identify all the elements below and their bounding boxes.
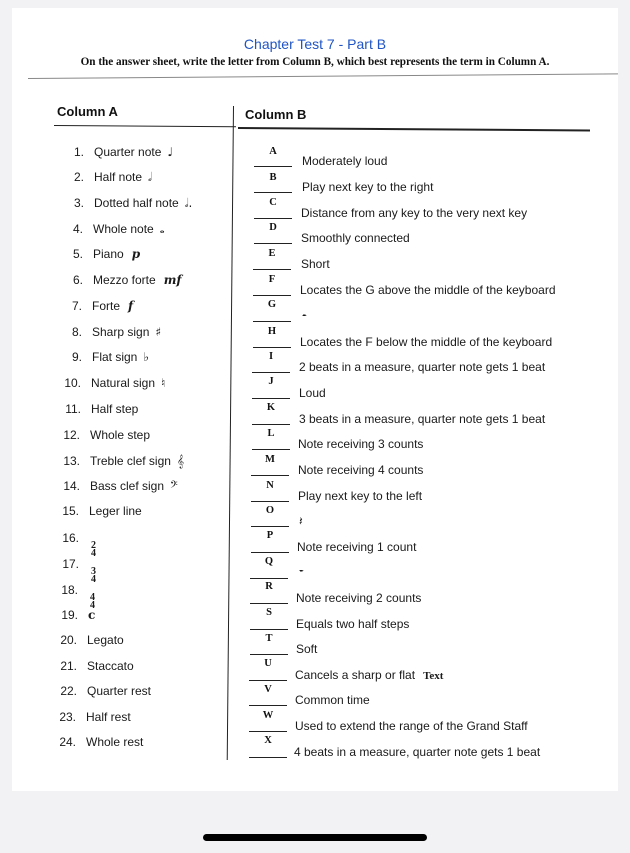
- definition: [301, 231, 410, 245]
- answer-blank[interactable]: [254, 243, 292, 244]
- column-a-item: [49, 531, 96, 558]
- music-symbol-icon: 𝅗𝅥.: [184, 196, 193, 210]
- item-number: 13.: [63, 454, 80, 468]
- definition-text: Note receiving 1 count: [297, 540, 417, 554]
- definition: [299, 360, 545, 374]
- definition-text: Note receiving 2 counts: [296, 591, 422, 605]
- column-a-item: [46, 710, 131, 724]
- column-a-rule: [54, 125, 236, 128]
- time-signature-top: 4: [90, 592, 95, 603]
- term: Whole step: [90, 428, 151, 442]
- column-a-item: [53, 247, 140, 261]
- instructions: On the answer sheet, write the letter from Column B, which best represents the term in Column A.: [80, 56, 550, 68]
- term: Flat sign: [92, 350, 138, 364]
- definition-text: Play next key to the left: [298, 489, 423, 503]
- answer-blank[interactable]: [254, 192, 292, 193]
- definition-text: Play next key to the right: [302, 180, 434, 194]
- answer-blank[interactable]: [253, 321, 291, 322]
- definition: [296, 591, 421, 605]
- answer-letter: P: [266, 530, 274, 541]
- answer-blank[interactable]: [253, 295, 291, 296]
- item-number: 6.: [72, 273, 83, 287]
- answer-letter: B: [269, 172, 277, 183]
- column-a-item: [48, 583, 95, 610]
- music-symbol-icon: ♭: [143, 350, 150, 364]
- column-divider: [227, 106, 235, 760]
- music-symbol-icon: 𝅝: [159, 222, 165, 236]
- answer-letter: I: [268, 351, 274, 362]
- definition-text: Cancels a sharp or flat: [295, 668, 416, 682]
- item-number: 9.: [71, 350, 82, 364]
- definition: [299, 386, 326, 400]
- column-a-item: [51, 402, 138, 416]
- definition-text: Distance from any key to the very next key: [301, 206, 528, 220]
- column-a-item: [46, 735, 143, 749]
- divider: [28, 73, 618, 79]
- definition: [296, 642, 317, 656]
- answer-letter: H: [267, 326, 277, 337]
- answer-letter: U: [264, 658, 272, 669]
- answer-blank[interactable]: [252, 398, 290, 399]
- definition: [296, 617, 409, 631]
- term: Sharp sign: [92, 325, 150, 339]
- answer-blank[interactable]: [249, 705, 287, 706]
- column-a-item: [54, 170, 152, 185]
- answer-blank[interactable]: [249, 731, 287, 732]
- answer-blank[interactable]: [252, 449, 290, 450]
- column-a-item: [48, 608, 95, 622]
- music-symbol-icon: ♯: [155, 325, 162, 339]
- column-a-item: [54, 145, 173, 159]
- term: Bass clef sign: [90, 479, 165, 493]
- definition: [300, 283, 556, 297]
- term: Half step: [91, 402, 139, 416]
- term: Forte: [92, 299, 121, 313]
- term: Legato: [87, 633, 124, 647]
- time-signature: [91, 542, 96, 558]
- definition: [295, 693, 370, 707]
- item-number: 22.: [60, 684, 77, 698]
- term: Half rest: [86, 710, 131, 724]
- answer-blank[interactable]: [250, 654, 288, 655]
- definition-text: 3 beats in a measure, quarter note gets 1 beat: [299, 412, 546, 426]
- page-title: Chapter Test 7 - Part B: [243, 36, 387, 52]
- definition: [300, 309, 307, 324]
- answer-letter: W: [262, 710, 274, 721]
- definition: [295, 719, 528, 733]
- item-number: 23.: [59, 710, 76, 724]
- definition: [298, 437, 423, 451]
- answer-letter: D: [269, 222, 277, 233]
- music-symbol-icon: ♩: [167, 145, 174, 159]
- definition: [301, 257, 330, 271]
- rest-symbol-icon: 𝄽: [299, 514, 303, 528]
- item-number: 12.: [63, 428, 80, 442]
- home-indicator[interactable]: [203, 834, 427, 841]
- definition-text: 4 beats in a measure, quarter note gets 1 beat: [294, 745, 541, 759]
- term: Mezzo forte: [93, 273, 156, 287]
- item-number: 1.: [73, 145, 84, 159]
- definition: [297, 514, 303, 529]
- definition: [302, 154, 387, 168]
- column-a-header: Column A: [57, 104, 118, 119]
- column-a-item: [47, 633, 124, 647]
- definition: [298, 489, 422, 503]
- music-symbol-icon: 𝄞: [176, 454, 185, 468]
- definition: [301, 206, 527, 220]
- definition-text: Soft: [296, 642, 318, 656]
- answer-blank[interactable]: [252, 424, 290, 425]
- item-number: 14.: [63, 479, 80, 493]
- definition-text: Common time: [295, 693, 370, 707]
- item-number: 19.: [61, 608, 78, 622]
- definition: [297, 566, 304, 581]
- answer-letter: Q: [264, 556, 274, 567]
- column-a-item: [49, 557, 96, 584]
- music-symbol-icon: mf: [163, 273, 182, 287]
- definition-text: Smoothly connected: [301, 231, 410, 245]
- music-symbol-icon: c: [88, 608, 96, 622]
- column-a-item: [50, 479, 178, 494]
- item-number: 3.: [73, 196, 84, 210]
- answer-blank[interactable]: [249, 757, 287, 758]
- definition-text: Equals two half steps: [296, 617, 410, 631]
- column-a-item: [53, 273, 182, 287]
- item-number: 20.: [60, 633, 77, 647]
- item-number: 8.: [71, 325, 82, 339]
- column-a-item: [50, 428, 150, 442]
- rest-symbol-icon: 𝄻: [299, 566, 304, 580]
- time-signature-top: 3: [91, 566, 96, 577]
- term: Half note: [94, 170, 143, 184]
- music-symbol-icon: 𝄢: [170, 479, 178, 493]
- term: Treble clef sign: [90, 454, 171, 468]
- answer-letter: M: [265, 454, 275, 465]
- definition-text: Locates the G above the middle of the keyboard: [300, 283, 556, 297]
- definition-text: Used to extend the range of the Grand Staff: [295, 719, 528, 733]
- term: Whole rest: [86, 735, 144, 749]
- item-number: 16.: [62, 531, 79, 545]
- answer-blank[interactable]: [250, 629, 288, 630]
- time-signature-bottom: 4: [90, 600, 95, 611]
- answer-letter: V: [264, 684, 272, 695]
- answer-blank[interactable]: [250, 578, 288, 579]
- answer-blank[interactable]: [251, 501, 289, 502]
- item-number: 2.: [73, 170, 84, 184]
- term: Staccato: [87, 659, 134, 673]
- term: Quarter rest: [87, 684, 152, 698]
- answer-blank[interactable]: [253, 347, 291, 348]
- answer-blank[interactable]: [254, 218, 292, 219]
- definition-text: 2 beats in a measure, quarter note gets 1 beat: [299, 360, 546, 374]
- column-a-item: [52, 299, 133, 313]
- column-a-item: [51, 376, 165, 390]
- answer-letter: N: [266, 480, 274, 491]
- time-signature-top: 2: [91, 540, 96, 551]
- definition-text: Short: [301, 257, 330, 271]
- answer-letter: J: [268, 376, 274, 387]
- item-number: 21.: [60, 659, 77, 673]
- item-number: 5.: [72, 247, 83, 261]
- music-symbol-icon: p: [131, 247, 141, 261]
- music-symbol-icon: f: [128, 299, 134, 313]
- answer-blank[interactable]: [251, 475, 289, 476]
- item-number: 11.: [65, 402, 81, 416]
- item-number: 18.: [61, 583, 78, 597]
- column-a-item: [54, 196, 192, 211]
- column-a-item: [49, 504, 142, 518]
- column-b-header: Column B: [245, 107, 307, 122]
- item-number: 15.: [62, 504, 79, 518]
- term: Whole note: [93, 222, 154, 236]
- column-a-item: [47, 659, 134, 673]
- term: Leger line: [89, 504, 142, 518]
- answer-letter: K: [266, 402, 276, 413]
- item-number: 7.: [71, 299, 82, 313]
- answer-blank[interactable]: [250, 603, 288, 604]
- answer-blank[interactable]: [253, 269, 291, 270]
- definition-text: Note receiving 3 counts: [298, 437, 424, 451]
- definition: [300, 335, 552, 349]
- answer-blank[interactable]: [251, 552, 289, 553]
- answer-letter: F: [268, 274, 276, 285]
- item-number: 10.: [64, 376, 81, 390]
- definition: [302, 180, 433, 194]
- column-a-item: [52, 325, 161, 339]
- definition-text: Locates the F below the middle of the keyboard: [300, 335, 553, 349]
- definition-text: Note receiving 4 counts: [298, 463, 424, 477]
- answer-blank[interactable]: [254, 166, 292, 167]
- answer-letter: C: [269, 197, 277, 208]
- rest-symbol-icon: 𝄼: [302, 309, 307, 323]
- answer-letter: T: [265, 633, 273, 644]
- definition: [297, 540, 416, 554]
- item-number: 17.: [62, 557, 79, 571]
- answer-blank[interactable]: [252, 372, 290, 373]
- column-a-item: [50, 454, 184, 469]
- term: Piano: [93, 247, 124, 261]
- text-tag: Text: [423, 670, 444, 682]
- item-number: 24.: [59, 735, 76, 749]
- definition: [295, 668, 443, 682]
- definition: [299, 412, 545, 426]
- term: Dotted half note: [94, 196, 179, 210]
- music-symbol-icon: ♮: [161, 376, 166, 390]
- test-sheet: [12, 8, 618, 791]
- column-b-rule: [238, 127, 590, 131]
- answer-letter: A: [269, 146, 277, 157]
- column-a-item: [47, 684, 151, 698]
- answer-letter: O: [265, 505, 275, 516]
- time-signature-bottom: 4: [91, 548, 96, 559]
- item-number: 4.: [72, 222, 83, 236]
- answer-letter: E: [268, 248, 276, 259]
- time-signature-bottom: 4: [91, 574, 96, 585]
- answer-letter: S: [266, 607, 272, 618]
- definition-text: Moderately loud: [302, 154, 388, 168]
- answer-letter: L: [267, 428, 275, 439]
- definition: [298, 463, 423, 477]
- definition-text: Loud: [299, 386, 326, 400]
- definition: [294, 745, 540, 759]
- answer-blank[interactable]: [251, 526, 289, 527]
- column-a-item: [53, 222, 164, 237]
- time-signature: [91, 568, 96, 584]
- answer-letter: G: [267, 299, 277, 310]
- music-symbol-icon: 𝅗𝅥: [148, 170, 152, 184]
- answer-letter: X: [264, 735, 272, 746]
- column-a-item: [52, 350, 149, 364]
- answer-blank[interactable]: [249, 680, 287, 681]
- term: Quarter note: [94, 145, 162, 159]
- term: Natural sign: [91, 376, 156, 390]
- answer-letter: R: [265, 581, 273, 592]
